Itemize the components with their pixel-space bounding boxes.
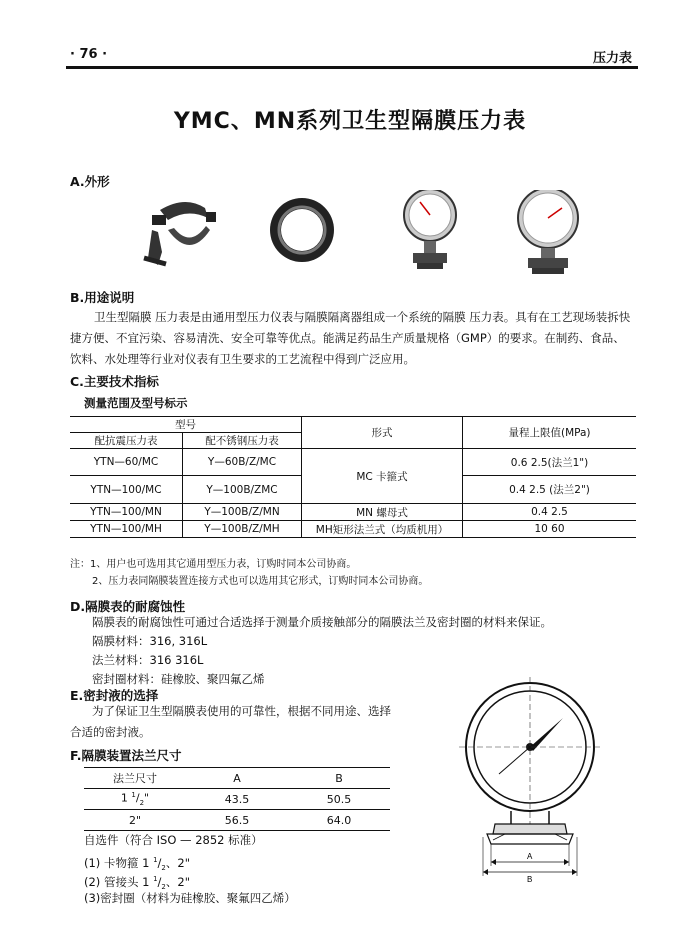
section-b-heading: B.用途说明 bbox=[70, 290, 135, 305]
page-title: YMC、MN系列卫生型隔膜压力表 bbox=[173, 109, 527, 134]
section-a-heading: A.外形 bbox=[70, 174, 110, 189]
table-cell-form-mc: MC 卡箍式 bbox=[302, 449, 463, 504]
table-cell: Y—100B/ZMC bbox=[183, 476, 302, 504]
th-form: 形式 bbox=[302, 417, 463, 449]
section-f-heading: F.隔膜装置法兰尺寸 bbox=[70, 748, 182, 763]
table-cell: 0.4 2.5 (法兰2") bbox=[463, 476, 637, 504]
table-cell: YTN—100/MC bbox=[70, 476, 183, 504]
dim-b-label: B bbox=[527, 875, 533, 884]
note-2: 2、压力表同隔膜装置连接方式也可以选用其它形式，订购时同本公司协商。 bbox=[92, 576, 429, 587]
section-d-line3: 密封圈材料：硅橡胶、聚四氟乙烯 bbox=[92, 672, 265, 686]
table-cell: 0.4 2.5 bbox=[463, 504, 637, 521]
option-1: (1) 卡物箍 1 $^1/_2$、2" bbox=[84, 855, 190, 873]
section-d-text: 隔膜表的耐腐蚀性可通过合适选择于测量介质接触部分的隔膜法兰及密封圈的材料来保证。 bbox=[92, 615, 552, 629]
table-cell: 0.6 2.5(法兰1") bbox=[463, 449, 637, 476]
table-cell: Y—60B/Z/MC bbox=[183, 449, 302, 476]
table-cell: MN 螺母式 bbox=[302, 504, 463, 521]
gauge-large-icon bbox=[518, 190, 578, 274]
table-cell: YTN—100/MN bbox=[70, 504, 183, 521]
section-d-line1: 隔膜材料：316, 316L bbox=[92, 634, 208, 648]
note-1: 注：1、用户也可选用其它通用型压力表，订购时同本公司协商。 bbox=[70, 559, 357, 570]
th-model: 型号 bbox=[70, 417, 302, 433]
table-cell: 1 $^1/_2$" bbox=[84, 789, 186, 810]
section-title: 压力表 bbox=[592, 51, 632, 66]
table-cell: 10 60 bbox=[534, 523, 565, 535]
table-cell: MH矩形法兰式（均质机用） bbox=[302, 521, 463, 538]
table-cell: 50.5 bbox=[288, 789, 390, 810]
th-range: 量程上限值(MPa) bbox=[463, 417, 637, 449]
table-cell: 56.5 bbox=[224, 813, 250, 827]
dim-a-label: A bbox=[527, 852, 533, 861]
th-col1: 配抗震压力表 bbox=[70, 433, 183, 449]
model-table bbox=[70, 416, 636, 538]
section-b-text: 卫生型隔膜 压力表是由通用型压力仪表与隔膜隔离器组成一个系统的隔膜 压力表。具有在工艺现场装拆快捷方便、不宜污染、容易清洗、安全可靠等优点。能满足药品生产质量规格（GMP）的要求。在制药、食品、饮料、水处理等行业对仪表有卫生要求的工艺流程中得到广泛应用。 bbox=[70, 310, 631, 366]
th-flange-size: 法兰尺寸 bbox=[84, 768, 186, 789]
header-rule bbox=[66, 66, 638, 69]
option-2: (2) 管接头 1 $^1/_2$、2" bbox=[84, 874, 190, 892]
gauge-small-icon bbox=[404, 190, 456, 269]
table-cell: Y—100B/Z/MH bbox=[183, 521, 302, 538]
section-e-heading: E.密封液的选择 bbox=[70, 688, 159, 703]
page-number: · 76 · bbox=[70, 47, 108, 62]
section-e-text: 为了保证卫生型隔膜表使用的可靠性，根据不同用途、选择合适的密封液。 bbox=[70, 704, 391, 739]
table-cell: 43.5 bbox=[186, 789, 288, 810]
th-a: A bbox=[186, 768, 288, 789]
th-b: B bbox=[288, 768, 390, 789]
flange-table bbox=[84, 767, 390, 831]
option-3: (3)密封圈（材料为硅橡胶、聚氟四乙烯） bbox=[84, 891, 296, 905]
table-cell: 64.0 bbox=[326, 813, 352, 827]
table-cell: 2" bbox=[128, 813, 142, 827]
section-c-subheading: 测量范围及型号标示 bbox=[84, 396, 188, 410]
table-cell: YTN—100/MH bbox=[70, 521, 183, 538]
section-c-heading: C.主要技术指标 bbox=[70, 374, 159, 389]
product-photos bbox=[130, 190, 610, 280]
clamp-icon bbox=[144, 202, 216, 265]
section-d-heading: D.隔膜表的耐腐蚀性 bbox=[70, 599, 186, 614]
section-d-line2: 法兰材料：316 316L bbox=[92, 653, 204, 667]
table-cell: YTN—60/MC bbox=[70, 449, 183, 476]
gauge-drawing bbox=[455, 672, 605, 892]
options-title: 自选件（符合 ISO — 2852 标准） bbox=[84, 833, 263, 847]
table-cell: Y—100B/Z/MN bbox=[183, 504, 302, 521]
th-col2: 配不锈钢压力表 bbox=[183, 433, 302, 449]
gasket-icon bbox=[270, 198, 334, 262]
